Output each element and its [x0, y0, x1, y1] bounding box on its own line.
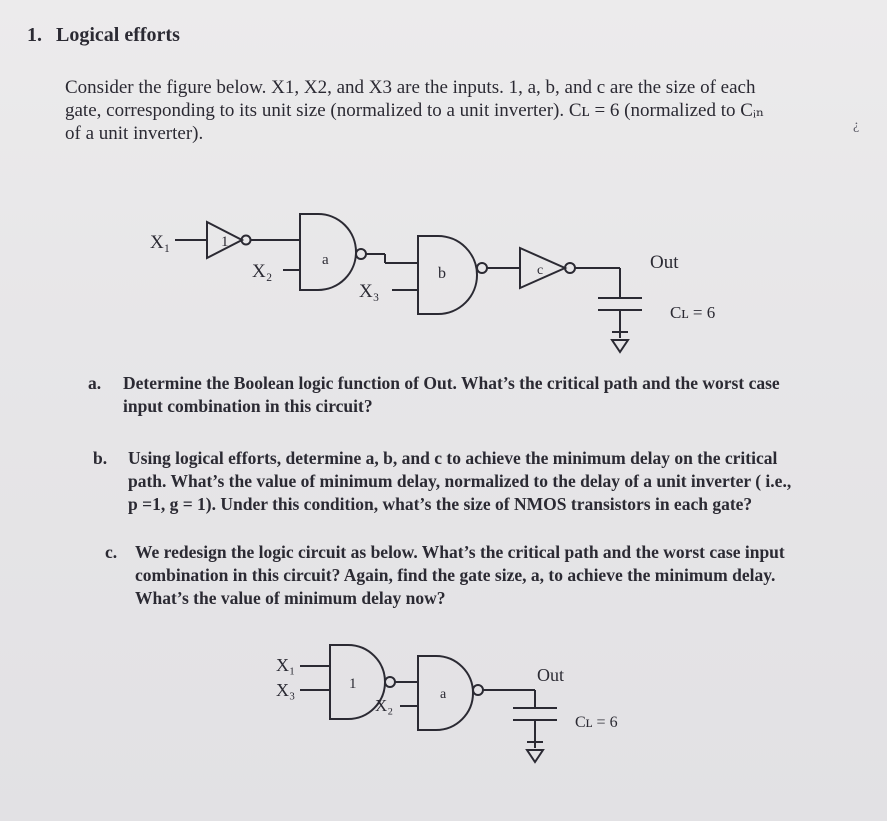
nand-bubble-b: [477, 263, 487, 273]
question-label: c.: [105, 542, 118, 562]
margin-mark: ¿: [853, 118, 860, 133]
c2-input-x3-label: X₃: [276, 680, 296, 700]
question-c: [105, 541, 835, 610]
input-x3-label: X₃: [359, 281, 380, 302]
nand-size-b-label: b: [438, 265, 446, 282]
question-text: We redesign the logic circuit as below. What’s the critical path and the worst case input combination in this circuit? Again, find the gate size, a, to achieve the minimum delay. What’s the value of minimum delay now?: [135, 542, 785, 608]
question-a: [88, 372, 848, 418]
question-label: b.: [93, 448, 108, 468]
problem-title: Logical efforts: [56, 24, 180, 46]
problem-number: 1.: [27, 24, 42, 46]
inverter-size-c-label: c: [537, 263, 544, 278]
ground-icon: [612, 340, 628, 352]
c2-load-cap-label: Cʟ = 6: [575, 714, 618, 731]
question-text: Using logical efforts, determine a, b, and c to achieve the minimum delay on the critical path. What’s the value of minimum delay, normalized to the delay of a unit inverter ( i.e., p =1, g = 1). Under this condition, what’s the size of NMOS transistors in each gate?: [128, 448, 792, 514]
c2-nand-size-1-label: 1: [349, 676, 357, 692]
question-label: a.: [88, 373, 102, 393]
ground-icon: [527, 750, 543, 762]
intro-line: gate, corresponding to its unit size (normalized to a unit inverter). Cʟ = 6 (normalized to Cᵢₙ: [65, 100, 765, 121]
intro-line: of a unit inverter).: [65, 123, 204, 144]
out-label: Out: [650, 252, 679, 273]
c2-out-label: Out: [537, 665, 564, 685]
nand-bubble-a: [473, 685, 483, 695]
intro-line: Consider the figure below. X1, X2, and X3 are the inputs. 1, a, b, and c are the size of each: [65, 77, 756, 98]
nand-gate-b: [418, 236, 477, 314]
c2-nand-size-a-label: a: [440, 687, 447, 702]
c2-input-x1-label: X₁: [276, 655, 296, 675]
c2-input-x2-label: X₂: [375, 696, 394, 715]
inverter-size-label: 1: [221, 234, 229, 250]
load-cap-label: Cʟ = 6: [670, 303, 716, 322]
input-x2-label: X₂: [252, 261, 273, 282]
nand-bubble-a: [356, 249, 366, 259]
input-x1-label: X₁: [150, 232, 171, 253]
question-text: Determine the Boolean logic function of Out. What’s the critical path and the worst case input combination in this circuit?: [123, 373, 780, 416]
question-b: [93, 447, 853, 516]
nand-bubble-1: [385, 677, 395, 687]
nand-size-a-label: a: [322, 252, 329, 268]
